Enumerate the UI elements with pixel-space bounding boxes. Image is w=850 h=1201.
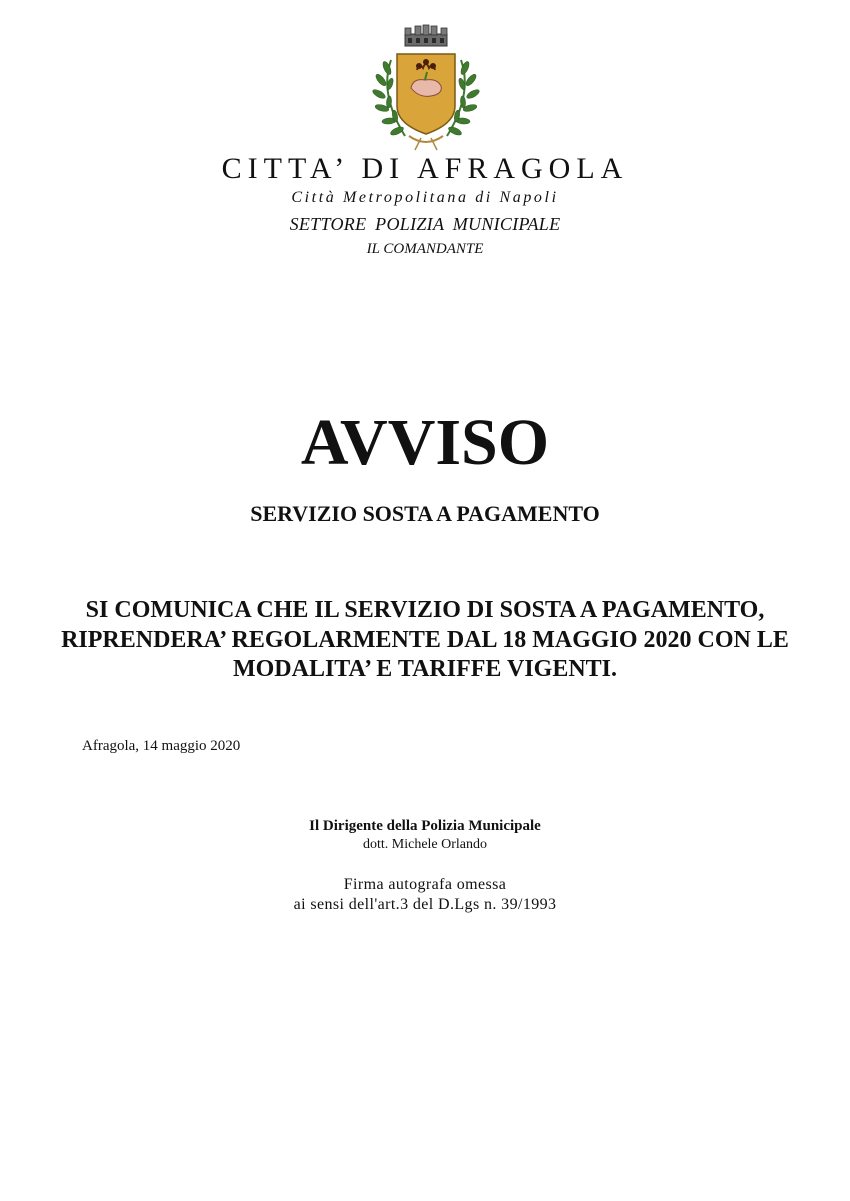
city-subtitle: Città Metropolitana di Napoli [291, 189, 559, 206]
city-name: CITTA’ DI AFRAGOLA [221, 152, 629, 185]
department-name: SETTORE POLIZIA MUNICIPALE [289, 214, 561, 234]
signature-note-line1: Firma autografa omessa [343, 876, 507, 893]
date-place: Afragola, 14 maggio 2020 [82, 738, 241, 754]
role-title: IL COMANDANTE [366, 241, 484, 257]
notice-subtitle: SERVIZIO SOSTA A PAGAMENTO [250, 501, 600, 526]
coat-of-arms-icon [365, 24, 487, 152]
notice-body: SI COMUNICA CHE IL SERVIZIO DI SOSTA A PAGAMENTO, RIPRENDERA’ REGOLARMENTE DAL 18 MAGGIO 2020 CON LE MODALITA’ E TARIFFE VIGENTI. [61, 597, 789, 682]
crown-icon [405, 25, 447, 46]
signatory-name: dott. Michele Orlando [362, 837, 488, 852]
signature-note-line2: ai sensi dell'art.3 del D.Lgs n. 39/1993 [293, 896, 557, 913]
notice-title: AVVISO [300, 406, 550, 479]
signatory-title: Il Dirigente della Polizia Municipale [309, 818, 541, 834]
